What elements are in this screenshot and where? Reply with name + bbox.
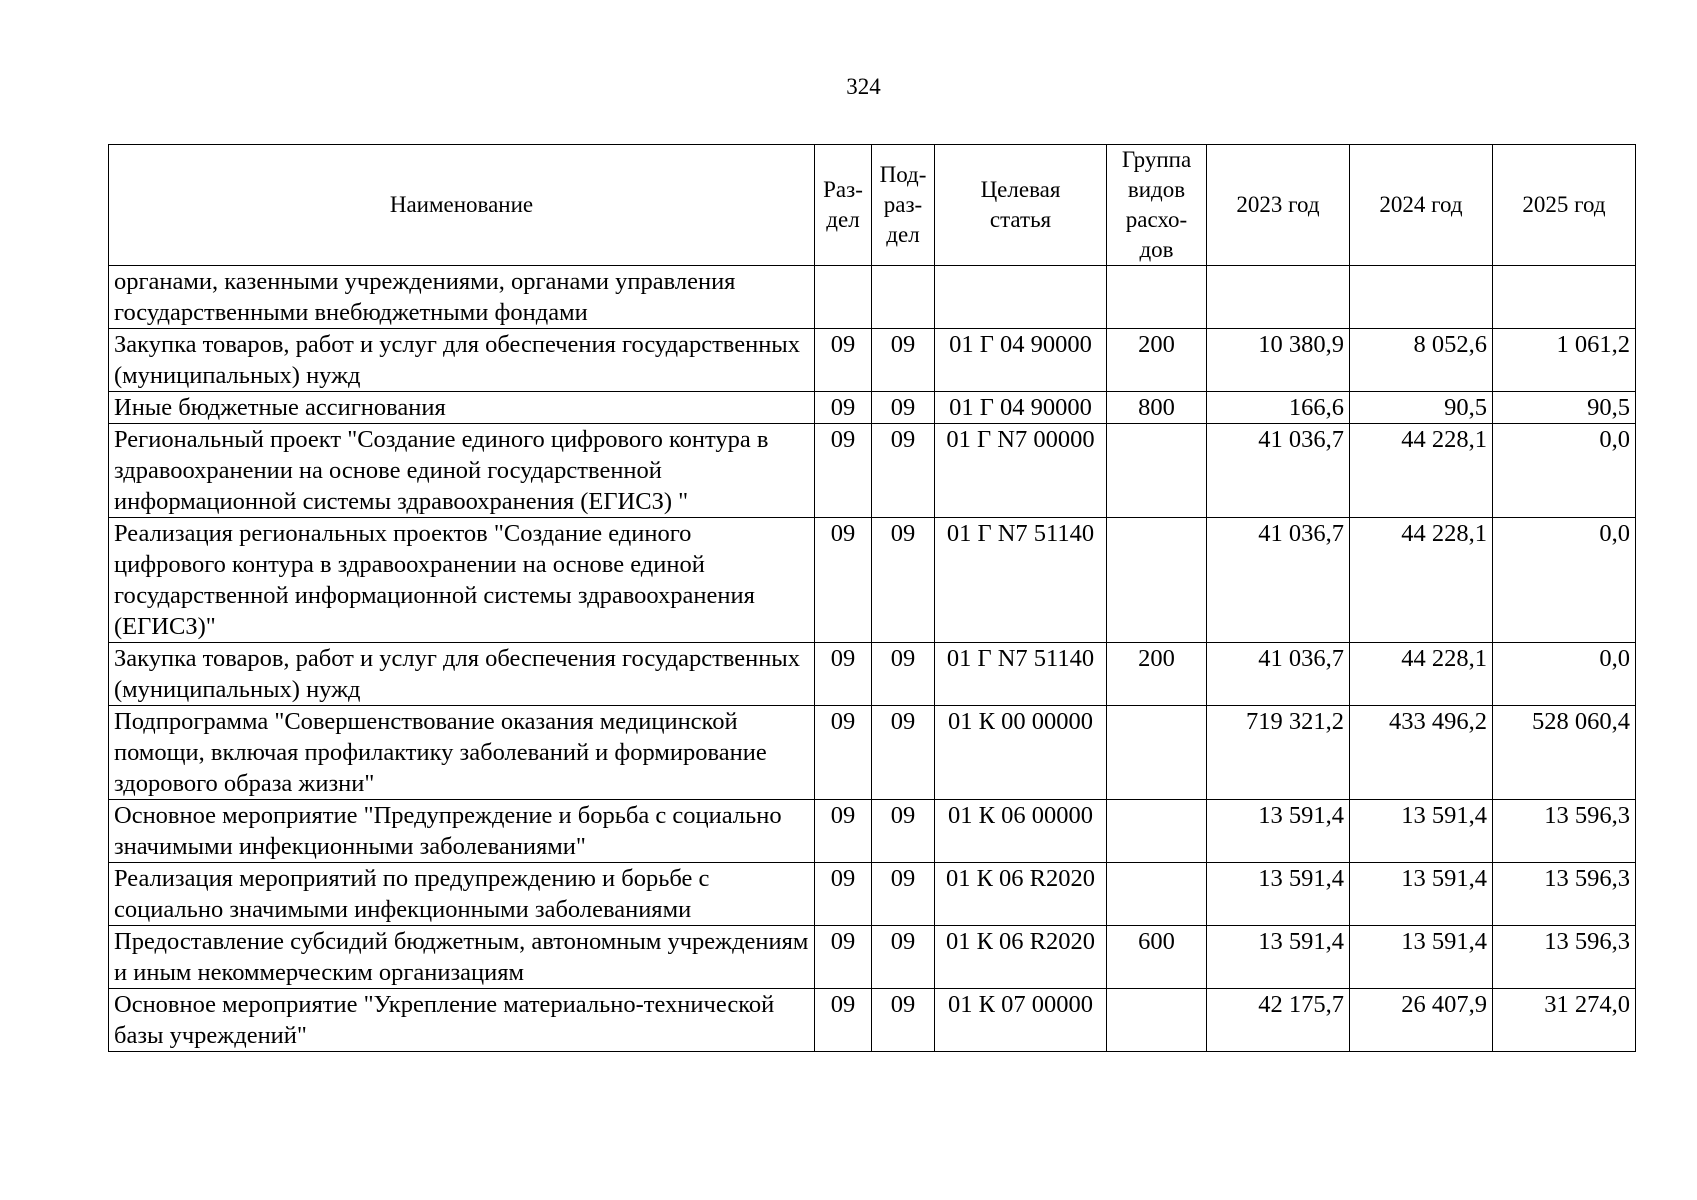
cell-gruppa-vidov-rashodov [1107, 863, 1207, 926]
cell-2024: 13 591,4 [1350, 863, 1493, 926]
cell-name: Закупка товаров, работ и услуг для обеспечения государственных (муниципальных) нужд [109, 329, 815, 392]
cell-gruppa-vidov-rashodov [1107, 800, 1207, 863]
cell-podrazdel: 09 [872, 329, 935, 392]
cell-2023: 10 380,9 [1207, 329, 1350, 392]
cell-gruppa-vidov-rashodov: 600 [1107, 926, 1207, 989]
cell-name: Основное мероприятие "Предупреждение и борьба с социально значимыми инфекционными заболеваниями" [109, 800, 815, 863]
cell-podrazdel: 09 [872, 800, 935, 863]
cell-celevaya-statya: 01 К 06 R2020 [935, 926, 1107, 989]
cell-gruppa-vidov-rashodov: 800 [1107, 392, 1207, 424]
table-row [109, 706, 1636, 800]
table-row [109, 424, 1636, 518]
cell-name: Реализация региональных проектов "Создание единого цифрового контура в здравоохранении на основе единой государственной информационной системы здравоохранения (ЕГИСЗ)" [109, 518, 815, 643]
cell-celevaya-statya: 01 Г N7 51140 [935, 518, 1107, 643]
header-name: Наименование [109, 145, 815, 266]
cell-gruppa-vidov-rashodov: 200 [1107, 643, 1207, 706]
cell-2024: 44 228,1 [1350, 424, 1493, 518]
table-body [109, 266, 1636, 1052]
cell-celevaya-statya: 01 Г N7 51140 [935, 643, 1107, 706]
cell-name: органами, казенными учреждениями, органами управления государственными внебюджетными фондами [109, 266, 815, 329]
cell-2024: 13 591,4 [1350, 926, 1493, 989]
budget-table [108, 144, 1636, 1052]
cell-2023: 719 321,2 [1207, 706, 1350, 800]
cell-podrazdel [872, 266, 935, 329]
header-podrazdel: Под- раз- дел [872, 145, 935, 266]
table-row [109, 518, 1636, 643]
cell-celevaya-statya: 01 К 07 00000 [935, 989, 1107, 1052]
cell-2023 [1207, 266, 1350, 329]
table-row [109, 329, 1636, 392]
cell-2024: 8 052,6 [1350, 329, 1493, 392]
header-celevaya-statya: Целевая статья [935, 145, 1107, 266]
cell-razdel: 09 [815, 706, 872, 800]
cell-name: Реализация мероприятий по предупреждению и борьбе с социально значимыми инфекционными заболеваниями [109, 863, 815, 926]
cell-2024: 44 228,1 [1350, 518, 1493, 643]
cell-podrazdel: 09 [872, 863, 935, 926]
table-row [109, 989, 1636, 1052]
cell-celevaya-statya: 01 К 00 00000 [935, 706, 1107, 800]
cell-razdel: 09 [815, 800, 872, 863]
cell-2023: 41 036,7 [1207, 424, 1350, 518]
cell-2025: 13 596,3 [1493, 926, 1636, 989]
cell-name: Иные бюджетные ассигнования [109, 392, 815, 424]
cell-razdel [815, 266, 872, 329]
cell-razdel: 09 [815, 329, 872, 392]
cell-razdel: 09 [815, 424, 872, 518]
cell-2025: 13 596,3 [1493, 863, 1636, 926]
cell-podrazdel: 09 [872, 926, 935, 989]
cell-2023: 166,6 [1207, 392, 1350, 424]
header-razdel: Раз- дел [815, 145, 872, 266]
cell-podrazdel: 09 [872, 989, 935, 1052]
cell-2025: 0,0 [1493, 643, 1636, 706]
cell-gruppa-vidov-rashodov: 200 [1107, 329, 1207, 392]
cell-podrazdel: 09 [872, 706, 935, 800]
cell-celevaya-statya: 01 К 06 00000 [935, 800, 1107, 863]
cell-2024: 13 591,4 [1350, 800, 1493, 863]
header-2023: 2023 год [1207, 145, 1350, 266]
header-2024: 2024 год [1350, 145, 1493, 266]
cell-gruppa-vidov-rashodov [1107, 706, 1207, 800]
cell-2023: 41 036,7 [1207, 518, 1350, 643]
cell-celevaya-statya: 01 Г 04 90000 [935, 329, 1107, 392]
table-row [109, 800, 1636, 863]
table-row [109, 863, 1636, 926]
cell-2024: 44 228,1 [1350, 643, 1493, 706]
cell-2025 [1493, 266, 1636, 329]
cell-celevaya-statya [935, 266, 1107, 329]
cell-gruppa-vidov-rashodov [1107, 424, 1207, 518]
cell-2023: 13 591,4 [1207, 800, 1350, 863]
cell-razdel: 09 [815, 926, 872, 989]
cell-2023: 41 036,7 [1207, 643, 1350, 706]
cell-name: Региональный проект "Создание единого цифрового контура в здравоохранении на основе единой государственной информационной системы здравоохранения (ЕГИСЗ) " [109, 424, 815, 518]
cell-razdel: 09 [815, 989, 872, 1052]
cell-2023: 13 591,4 [1207, 926, 1350, 989]
cell-2025: 528 060,4 [1493, 706, 1636, 800]
cell-podrazdel: 09 [872, 392, 935, 424]
cell-2025: 31 274,0 [1493, 989, 1636, 1052]
cell-razdel: 09 [815, 518, 872, 643]
cell-gruppa-vidov-rashodov [1107, 518, 1207, 643]
cell-gruppa-vidov-rashodov [1107, 989, 1207, 1052]
cell-name: Подпрограмма "Совершенствование оказания медицинской помощи, включая профилактику заболеваний и формирование здорового образа жизни" [109, 706, 815, 800]
cell-podrazdel: 09 [872, 518, 935, 643]
header-row [109, 145, 1636, 266]
cell-name: Закупка товаров, работ и услуг для обеспечения государственных (муниципальных) нужд [109, 643, 815, 706]
cell-razdel: 09 [815, 863, 872, 926]
cell-razdel: 09 [815, 392, 872, 424]
cell-2025: 0,0 [1493, 424, 1636, 518]
cell-podrazdel: 09 [872, 424, 935, 518]
cell-2025: 13 596,3 [1493, 800, 1636, 863]
header-gruppa-vidov-rashodov: Группа видов расхо- дов [1107, 145, 1207, 266]
cell-2025: 90,5 [1493, 392, 1636, 424]
cell-celevaya-statya: 01 К 06 R2020 [935, 863, 1107, 926]
cell-celevaya-statya: 01 Г N7 00000 [935, 424, 1107, 518]
cell-gruppa-vidov-rashodov [1107, 266, 1207, 329]
cell-podrazdel: 09 [872, 643, 935, 706]
cell-2024 [1350, 266, 1493, 329]
table-row [109, 392, 1636, 424]
cell-2024: 90,5 [1350, 392, 1493, 424]
cell-2025: 0,0 [1493, 518, 1636, 643]
cell-2023: 42 175,7 [1207, 989, 1350, 1052]
cell-2024: 26 407,9 [1350, 989, 1493, 1052]
cell-2025: 1 061,2 [1493, 329, 1636, 392]
cell-name: Предоставление субсидий бюджетным, автономным учреждениям и иным некоммерческим организациям [109, 926, 815, 989]
cell-celevaya-statya: 01 Г 04 90000 [935, 392, 1107, 424]
cell-razdel: 09 [815, 643, 872, 706]
table-header [109, 145, 1636, 266]
cell-2023: 13 591,4 [1207, 863, 1350, 926]
table-row [109, 643, 1636, 706]
header-2025: 2025 год [1493, 145, 1636, 266]
page-number: 324 [846, 74, 881, 99]
table-row [109, 266, 1636, 329]
table-row [109, 926, 1636, 989]
cell-2024: 433 496,2 [1350, 706, 1493, 800]
cell-name: Основное мероприятие "Укрепление материально-технической базы учреждений" [109, 989, 815, 1052]
